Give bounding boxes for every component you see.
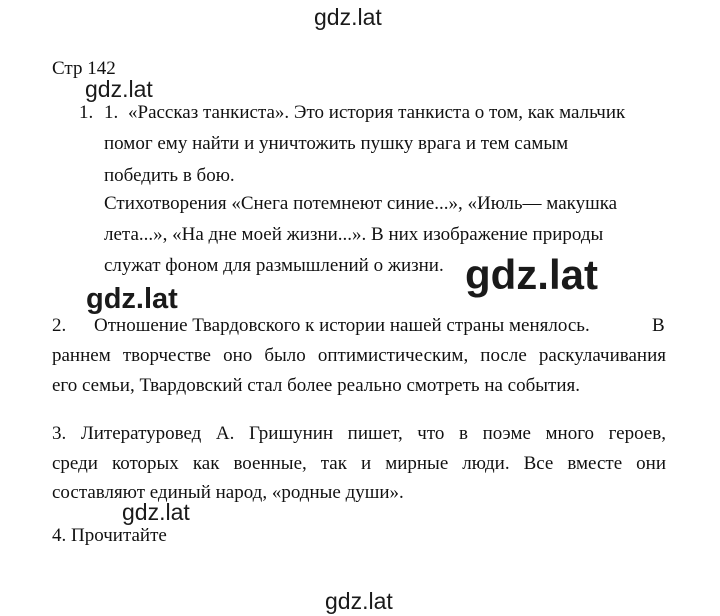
- item-3-line: среди которых как военные, так и мирные люди. Все вместе они: [52, 453, 666, 474]
- item-1-line: Стихотворения «Снега потемнеют синие...», «Июль— макушка: [104, 193, 618, 214]
- watermark-bottom: gdz.lat: [325, 588, 393, 614]
- watermark-large: gdz.lat: [465, 251, 598, 298]
- item-1-line: служат фоном для размышлений о жизни.: [104, 255, 444, 276]
- watermark: gdz.lat: [122, 499, 190, 525]
- item-1-line: «Рассказ танкиста». Это история танкиста о том, как мальчик: [128, 102, 626, 123]
- watermark: gdz.lat: [85, 76, 153, 102]
- item-2-line: его семьи, Твардовский стал более реально смотреть на события.: [52, 375, 581, 396]
- item-2-line-end: В: [652, 315, 665, 336]
- watermark-top: gdz.lat: [314, 4, 382, 30]
- item-1-outer-number: 1.: [79, 102, 94, 123]
- item-1-line: помог ему найти и уничтожить пушку врага и тем самым: [104, 133, 569, 154]
- item-1-line: лета...», «На дне моей жизни...». В них изображение природы: [104, 224, 604, 245]
- item-2-number: 2.: [52, 315, 67, 336]
- item-2-line: Отношение Твардовского к истории нашей страны менялось.: [94, 315, 590, 336]
- item-1-inner-number: 1.: [104, 102, 119, 123]
- item-4-line: 4. Прочитайте: [52, 525, 167, 546]
- item-1-line: победить в бою.: [104, 165, 235, 186]
- item-2-line: раннем творчестве оно было оптимистическим, после раскулачивания: [52, 345, 666, 366]
- watermark: gdz.lat: [86, 283, 178, 315]
- item-3-line: составляют единый народ, «родные души».: [52, 482, 404, 503]
- item-3-line: 3. Литературовед А. Гришунин пишет, что в поэме много героев,: [52, 423, 666, 444]
- page-reference: Стр 142: [52, 58, 116, 79]
